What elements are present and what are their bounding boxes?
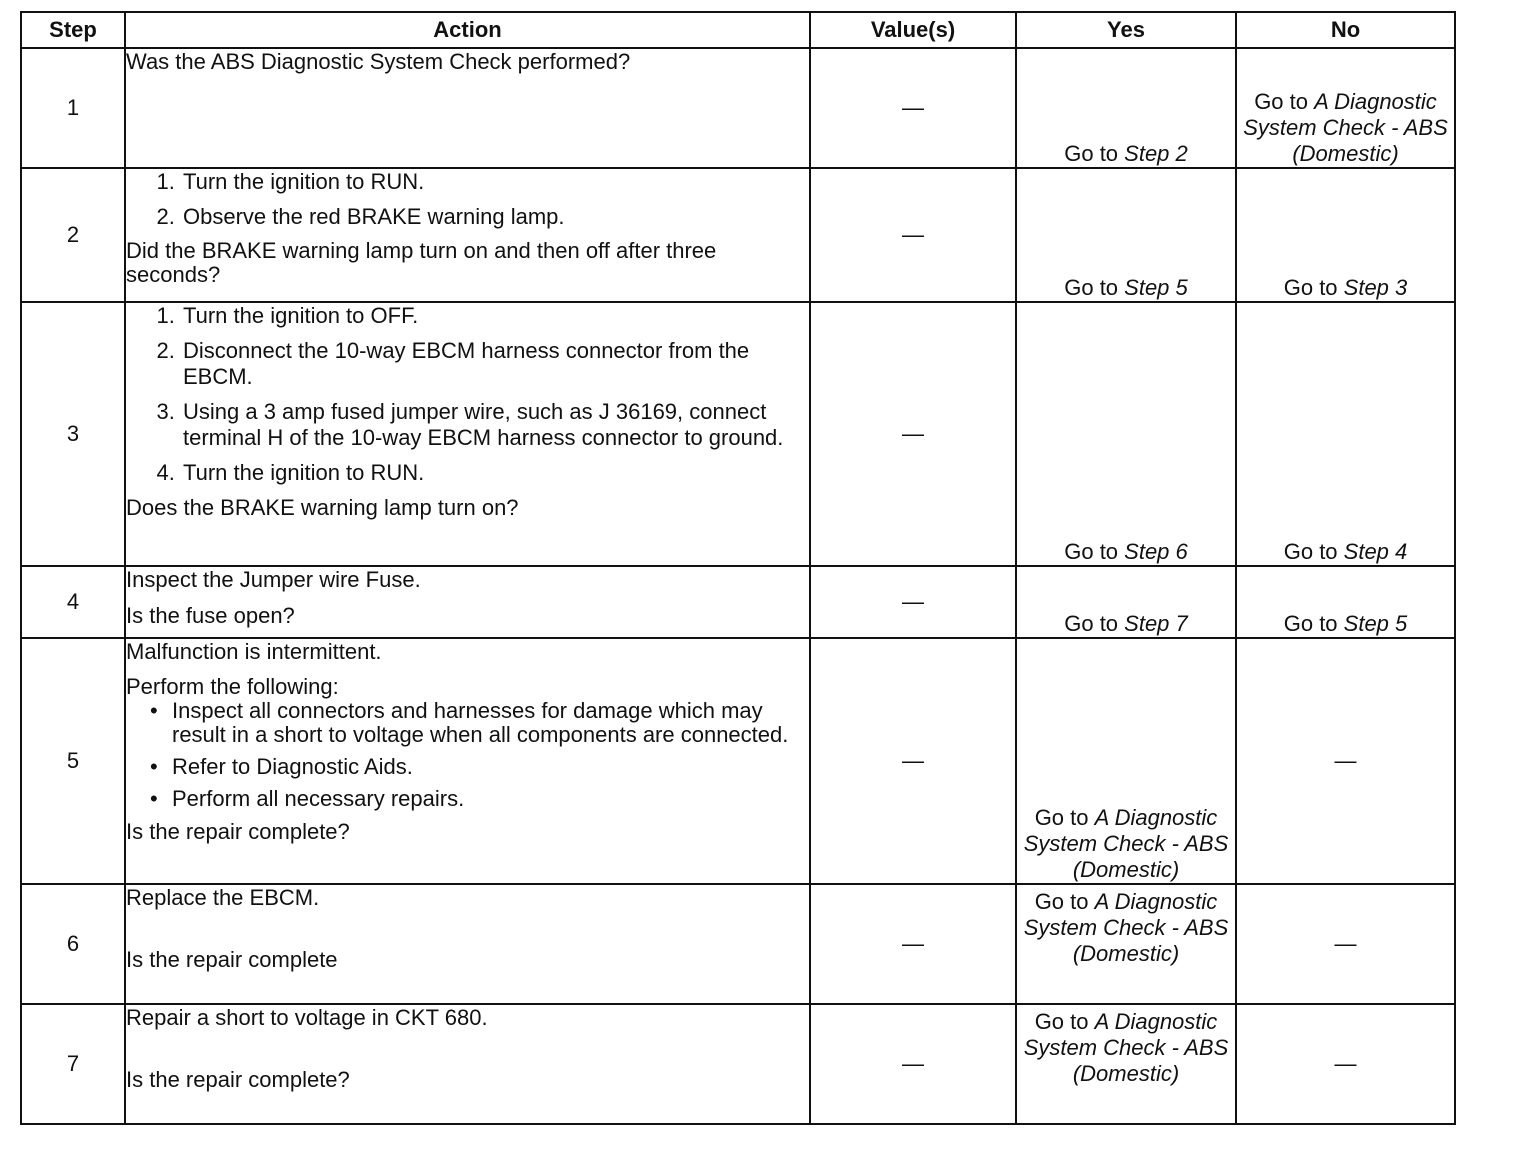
action-text: Was the ABS Diagnostic System Check performed? xyxy=(126,49,631,74)
procedure-item: 2. Observe the red BRAKE warning lamp. xyxy=(181,204,809,230)
table-row xyxy=(21,1004,1455,1124)
no-step-ref: Step 4 xyxy=(1343,539,1408,564)
no-cell: Go to Step 3 xyxy=(1236,168,1455,302)
value-cell: — xyxy=(810,638,1016,884)
no-step-ref: Step 5 xyxy=(1343,611,1408,636)
table-row xyxy=(21,638,1455,884)
action-question: Is the repair complete? xyxy=(126,1067,350,1092)
value-cell: — xyxy=(810,884,1016,1004)
yes-cell: Go to Step 5 xyxy=(1016,168,1236,302)
yes-step-ref: A Diagnostic System Check - ABS (Domestic) xyxy=(1023,889,1229,966)
header-values: Value(s) xyxy=(810,12,1016,48)
procedure-item: 1. Turn the ignition to RUN. xyxy=(181,169,809,195)
bullet-item: • Refer to Diagnostic Aids. xyxy=(172,755,809,779)
no-cell: Go to Step 4 xyxy=(1236,302,1455,566)
action-question: Is the repair complete? xyxy=(126,819,350,844)
yes-step-ref: Step 7 xyxy=(1124,611,1188,636)
table-row xyxy=(21,168,1455,302)
yes-cell: Go to A Diagnostic System Check - ABS (Domestic) xyxy=(1016,638,1236,884)
no-cell: — xyxy=(1236,884,1455,1004)
procedure-item: 4. Turn the ignition to RUN. xyxy=(181,460,809,486)
bullet-item: • Inspect all connectors and harnesses for damage which may result in a short to voltage when all components are connected. xyxy=(172,699,809,747)
no-cell: — xyxy=(1236,1004,1455,1124)
procedure-item: 2. Disconnect the 10-way EBCM harness connector from the EBCM. xyxy=(181,338,809,390)
table-row xyxy=(21,302,1455,566)
value-cell: — xyxy=(810,566,1016,638)
value-cell: — xyxy=(810,302,1016,566)
action-cell xyxy=(125,638,810,884)
action-cell xyxy=(125,1004,810,1124)
no-cell: Go to A Diagnostic System Check - ABS (Domestic) xyxy=(1236,48,1455,168)
action-text: Malfunction is intermittent. xyxy=(126,639,382,664)
procedure-list xyxy=(126,303,809,486)
step-number: 3 xyxy=(21,302,125,566)
step-number: 4 xyxy=(21,566,125,638)
diagnostic-table xyxy=(20,11,1456,1125)
action-cell xyxy=(125,302,810,566)
header-action: Action xyxy=(125,12,810,48)
action-cell xyxy=(125,48,810,168)
bullet-item: • Perform all necessary repairs. xyxy=(172,787,809,811)
action-lead: Perform the following: xyxy=(126,674,339,699)
step-number: 5 xyxy=(21,638,125,884)
no-cell: Go to Step 5 xyxy=(1236,566,1455,638)
step-number: 6 xyxy=(21,884,125,1004)
yes-cell: Go to Step 2 xyxy=(1016,48,1236,168)
header-row xyxy=(21,12,1455,48)
header-step: Step xyxy=(21,12,125,48)
procedure-list xyxy=(126,169,809,230)
action-question: Is the fuse open? xyxy=(126,603,295,628)
yes-step-ref: A Diagnostic System Check - ABS (Domestic) xyxy=(1023,805,1229,882)
table-row xyxy=(21,48,1455,168)
action-cell xyxy=(125,884,810,1004)
value-cell: — xyxy=(810,48,1016,168)
yes-step-ref: Step 6 xyxy=(1124,539,1188,564)
value-cell: — xyxy=(810,168,1016,302)
value-cell: — xyxy=(810,1004,1016,1124)
no-step-ref: Step 3 xyxy=(1343,275,1408,300)
table-row xyxy=(21,566,1455,638)
action-text: Replace the EBCM. xyxy=(126,885,320,910)
procedure-item: 3. Using a 3 amp fused jumper wire, such as J 36169, connect terminal H of the 10-way EBCM harness connector to ground. xyxy=(181,399,809,451)
yes-cell: Go to A Diagnostic System Check - ABS (Domestic) xyxy=(1016,884,1236,1004)
no-cell: — xyxy=(1236,638,1455,884)
table-row xyxy=(21,884,1455,1004)
bullet-list xyxy=(126,699,809,811)
action-question: Did the BRAKE warning lamp turn on and then off after three seconds? xyxy=(126,238,717,287)
action-question: Does the BRAKE warning lamp turn on? xyxy=(126,495,519,520)
yes-step-ref: Step 2 xyxy=(1124,141,1188,166)
step-number: 2 xyxy=(21,168,125,302)
yes-cell: Go to Step 6 xyxy=(1016,302,1236,566)
yes-step-ref: Step 5 xyxy=(1124,275,1188,300)
yes-cell: Go to Step 7 xyxy=(1016,566,1236,638)
yes-cell: Go to A Diagnostic System Check - ABS (Domestic) xyxy=(1016,1004,1236,1124)
no-step-ref: A Diagnostic System Check - ABS (Domestic) xyxy=(1243,89,1448,166)
action-text: Inspect the Jumper wire Fuse. xyxy=(126,567,421,592)
procedure-item: 1. Turn the ignition to OFF. xyxy=(181,303,809,329)
step-number: 7 xyxy=(21,1004,125,1124)
action-cell xyxy=(125,168,810,302)
action-text: Repair a short to voltage in CKT 680. xyxy=(126,1005,488,1030)
action-cell xyxy=(125,566,810,638)
header-no: No xyxy=(1236,12,1455,48)
yes-step-ref: A Diagnostic System Check - ABS (Domestic) xyxy=(1023,1009,1229,1086)
header-yes: Yes xyxy=(1016,12,1236,48)
step-number: 1 xyxy=(21,48,125,168)
action-question: Is the repair complete xyxy=(126,947,338,972)
